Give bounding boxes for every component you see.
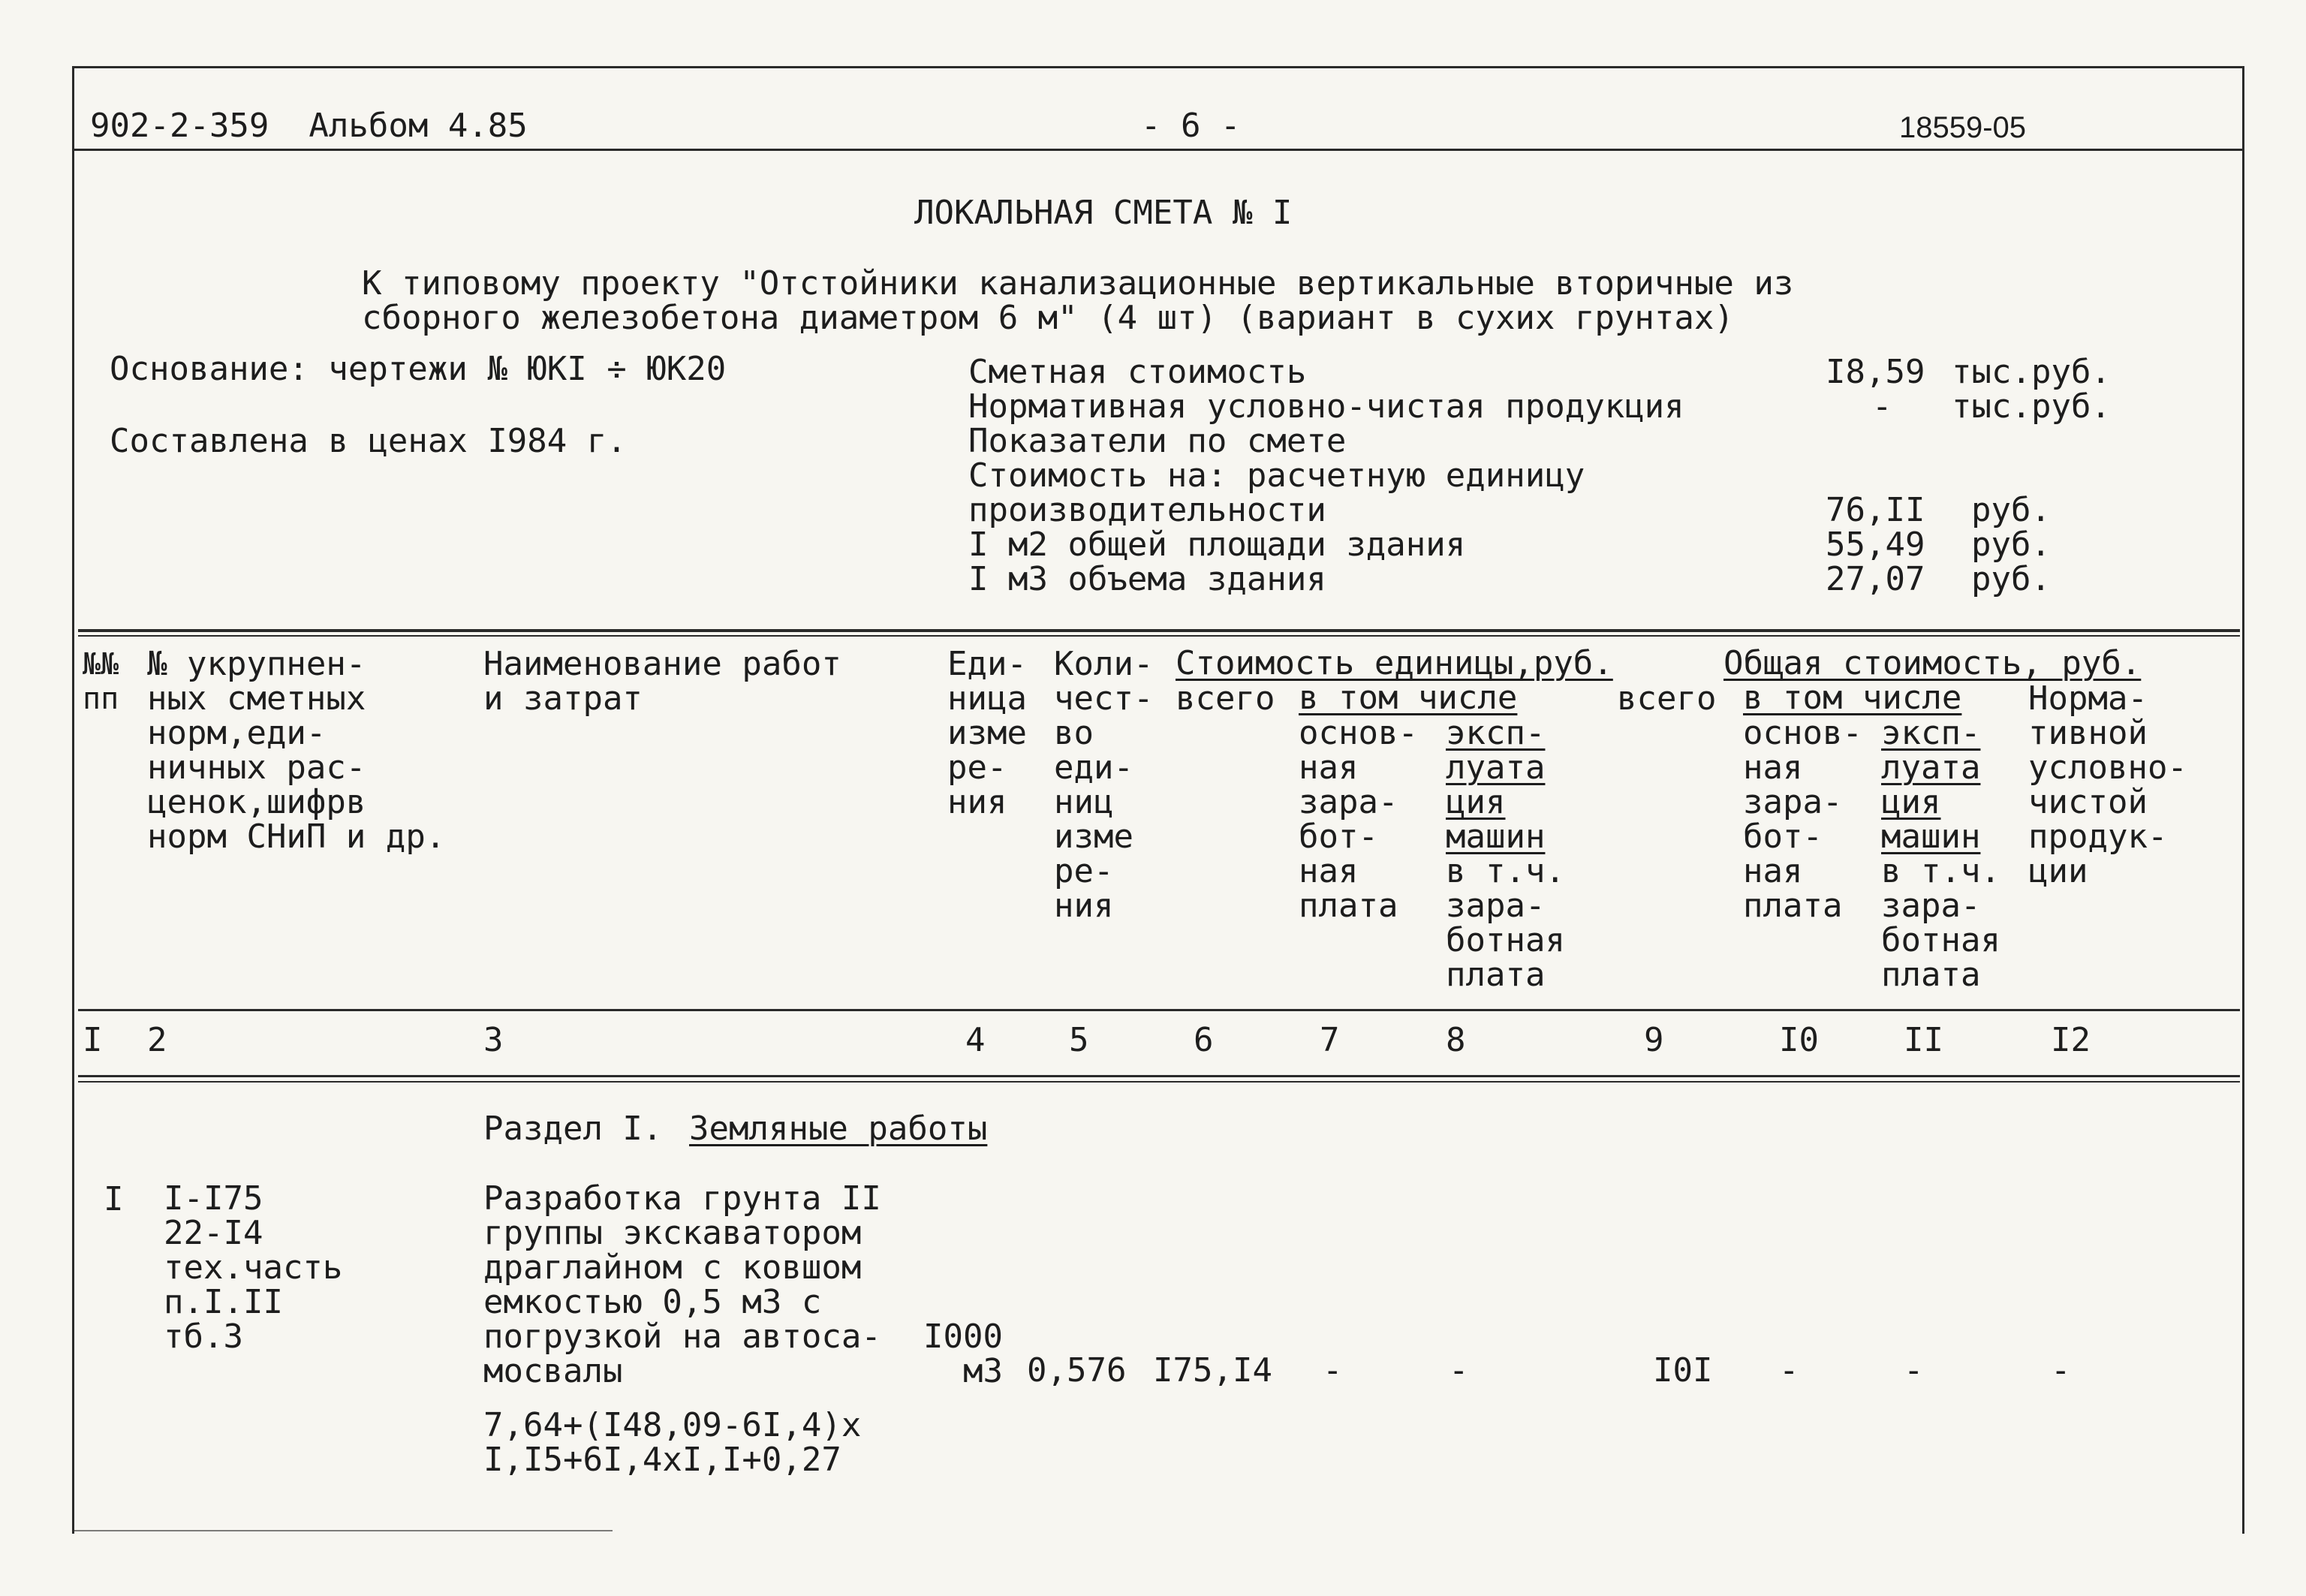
per-m2-label: I м2 общей площади здания — [968, 525, 1466, 564]
row-formula: 7,64+(I48,09-6I,4)x I,I5+6I,4xI,I+0,27 — [483, 1406, 862, 1479]
colnum-9: 9 — [1644, 1021, 1664, 1059]
norm-unit: тыс.руб. — [1952, 387, 2111, 426]
colnum-6: 6 — [1194, 1021, 1214, 1059]
table-top-rule — [78, 629, 2240, 632]
per-m3-unit: руб. — [1971, 560, 2051, 598]
per-unit-unit: руб. — [1971, 491, 2051, 529]
colnum-3: 3 — [483, 1021, 504, 1059]
colnum-12: I2 — [2051, 1021, 2091, 1059]
in-that-number-2: в том числе — [1743, 679, 1962, 717]
row-unit: I000 м3 — [923, 1317, 1003, 1390]
header-col-11-bottom: в т.ч. зара- ботная плата — [1881, 852, 2000, 994]
doc-code: 902-2-359 Альбом 4.85 — [90, 107, 528, 145]
header-col-4: Еди- ница изме ре- ния — [947, 645, 1027, 821]
header-col-11-top: эксп- луата ция машин — [1881, 714, 1981, 856]
header-col-8-bottom: в т.ч. зара- ботная плата — [1446, 852, 1565, 994]
section-name: Земляные работы — [689, 1110, 988, 1148]
colnum-5: 5 — [1069, 1021, 1089, 1059]
row-total-machine: - — [1904, 1351, 1924, 1390]
prices-text: Составлена в ценах I984 г. — [110, 422, 627, 460]
row-code: I-I75 22-I4 тех.часть п.I.II тб.3 — [164, 1179, 343, 1356]
header-col-10: основ- ная зара- бот- ная плата — [1743, 714, 1862, 925]
per-unit-value: 76,II — [1826, 491, 1925, 529]
colnum-10: I0 — [1779, 1021, 1819, 1059]
colnum-8: 8 — [1446, 1021, 1466, 1059]
row-unit-machine: - — [1449, 1351, 1469, 1390]
colnum-1: I — [83, 1021, 103, 1059]
cost-label: Сметная стоимость — [968, 353, 1307, 391]
header-col-3: Наименование работ и затрат — [483, 645, 841, 718]
row-unit-wage: - — [1323, 1351, 1343, 1390]
bottom-rule — [72, 1530, 613, 1531]
norm-label: Нормативная условно-чистая продукция — [968, 387, 1684, 426]
colnum-4: 4 — [965, 1021, 986, 1059]
header-col-6: всего — [1176, 679, 1275, 718]
header-col-1: №№ пп — [83, 647, 119, 716]
basis-text: Основание: чертежи № ЮКI ÷ ЮК20 — [110, 350, 727, 388]
indicators-label: Показатели по смете — [968, 422, 1347, 460]
row-name: Разработка грунта II группы экскаватором драглайном с ковшом емкостью 0,5 м3 с погрузкой на автоса- мосвалы — [483, 1179, 881, 1390]
page-title: ЛОКАЛЬНАЯ СМЕТА № I — [914, 194, 1293, 232]
row-unit-total: I75,I4 — [1153, 1351, 1272, 1390]
cost-unit: тыс.руб. — [1952, 353, 2111, 391]
page-number: - 6 - — [1141, 107, 1241, 145]
row-total-wage: - — [1779, 1351, 1799, 1390]
per-m2-unit: руб. — [1971, 525, 2051, 564]
colnum-bottom-rule-2 — [78, 1081, 2240, 1083]
row-qty: 0,576 — [1027, 1351, 1127, 1390]
archive-number: 18559-05 — [1899, 111, 2027, 144]
per-m3-label: I м3 объема здания — [968, 560, 1326, 598]
unit-cost-group: Стоимость единицы,руб. — [1176, 644, 1613, 682]
per-unit-label-2: производительности — [968, 491, 1326, 529]
header-col-12: Норма- тивной условно- чистой продук- ции — [2028, 679, 2187, 890]
cost-value: I8,59 — [1826, 353, 1925, 391]
project-line-1: К типовому проекту "Отстойники канализационные вертикальные вторичные из — [362, 264, 1794, 303]
project-line-2: сборного железобетона диаметром 6 м" (4 шт) (вариант в сухих грунтах) — [362, 299, 1734, 337]
per-m2-value: 55,49 — [1826, 525, 1925, 564]
norm-value: - — [1872, 387, 1892, 426]
row-total: I0I — [1653, 1351, 1713, 1390]
row-number: I — [104, 1180, 124, 1218]
header-col-9: всего — [1617, 679, 1717, 718]
colnum-2: 2 — [147, 1021, 167, 1059]
section-prefix: Раздел I. — [483, 1110, 663, 1148]
header-col-5: Коли- чест- во еди- ниц изме ре- ния — [1054, 645, 1154, 925]
per-m3-value: 27,07 — [1826, 560, 1925, 598]
per-unit-label-1: Стоимость на: расчетную единицу — [968, 456, 1585, 495]
colnum-top-rule — [78, 1009, 2240, 1011]
row-total-norm: - — [2051, 1351, 2071, 1390]
colnum-bottom-rule — [78, 1075, 2240, 1077]
in-that-number-1: в том числе — [1299, 679, 1518, 717]
header-col-7: основ- ная зара- бот- ная плата — [1299, 714, 1418, 925]
header-col-8-top: эксп- луата ция машин — [1446, 714, 1546, 856]
table-top-rule-2 — [78, 635, 2240, 637]
header-col-2: № укрупнен- ных сметных норм,еди- ничных рас- ценок,шифрв норм СНиП и др. — [147, 645, 446, 856]
colnum-7: 7 — [1320, 1021, 1340, 1059]
total-cost-group: Общая стоимость, руб. — [1723, 644, 2142, 682]
colnum-11: II — [1904, 1021, 1943, 1059]
header-rule — [72, 149, 2242, 151]
